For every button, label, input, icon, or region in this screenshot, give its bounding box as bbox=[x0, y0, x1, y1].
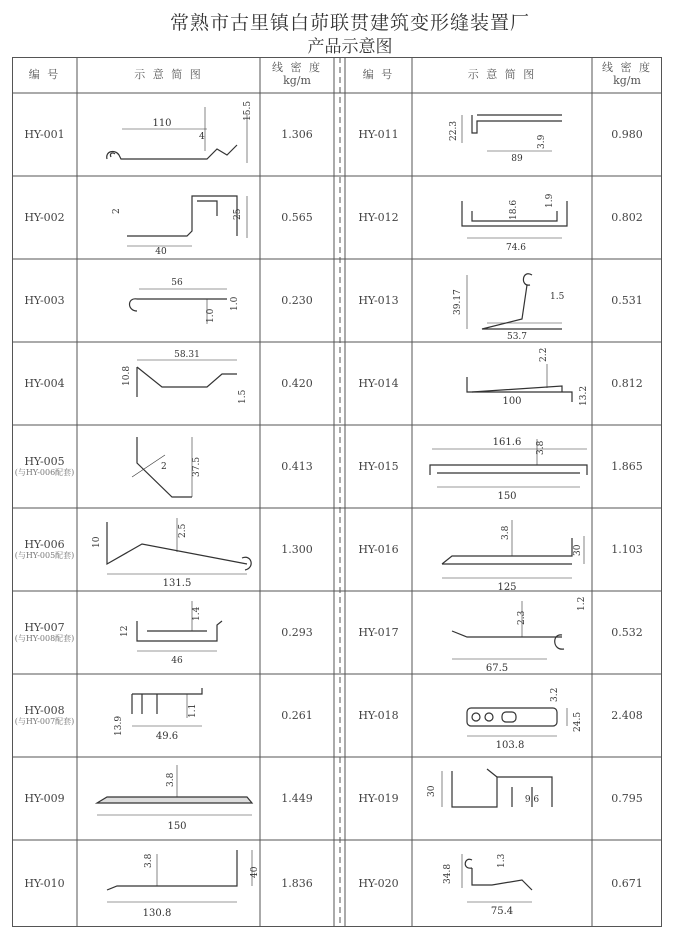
dim-label: 1.4 bbox=[192, 606, 202, 621]
density-cell: 1.103 bbox=[611, 542, 643, 556]
profile-drawing bbox=[412, 674, 592, 757]
profile-drawing bbox=[77, 840, 260, 927]
header-code-right: 编 号 bbox=[362, 67, 395, 81]
code-cell: HY-018 bbox=[358, 708, 399, 722]
dim-label: 4 bbox=[199, 132, 205, 142]
density-cell: 0.531 bbox=[611, 293, 643, 307]
code-cell: HY-020 bbox=[358, 876, 399, 890]
dim-label: 3.8 bbox=[536, 440, 546, 455]
dim-label: 2.3 bbox=[517, 610, 527, 625]
dim-label: 1.0 bbox=[230, 296, 240, 311]
code-note: (与HY-007配套) bbox=[14, 717, 75, 727]
dim-label: 3.8 bbox=[166, 772, 176, 787]
dim-label: 53.7 bbox=[506, 332, 528, 342]
code-cell: HY-013 bbox=[358, 293, 399, 307]
density-cell: 1.449 bbox=[281, 791, 313, 805]
dim-label: 75.4 bbox=[490, 906, 514, 917]
dim-label: 13.9 bbox=[114, 715, 124, 736]
dim-label: 103.8 bbox=[495, 740, 525, 751]
header-density-unit: kg/m bbox=[283, 74, 311, 87]
code-cell: HY-004 bbox=[24, 376, 65, 390]
dim-label: 1.0 bbox=[206, 308, 216, 323]
code-note: (与HY-005配套) bbox=[14, 551, 75, 561]
dim-label: 2 bbox=[161, 462, 167, 472]
dim-label: 67.5 bbox=[485, 663, 509, 674]
profile-drawing bbox=[412, 508, 592, 591]
code-cell: HY-016 bbox=[358, 542, 399, 556]
dim-label: 22.3 bbox=[449, 120, 459, 141]
dim-label: 10 bbox=[92, 536, 102, 548]
profile-drawing bbox=[77, 176, 260, 259]
profile-drawing bbox=[412, 425, 592, 508]
profile-drawing bbox=[77, 508, 260, 591]
dim-label: 100 bbox=[502, 396, 522, 407]
dim-label: 25 bbox=[233, 208, 243, 220]
header-drawing-right: 示 意 简 图 bbox=[467, 67, 537, 81]
code-cell: HY-015 bbox=[358, 459, 399, 473]
code-cell: HY-001 bbox=[24, 127, 65, 141]
profile-drawing bbox=[77, 342, 260, 425]
profile-drawing bbox=[412, 591, 592, 674]
dim-label: 150 bbox=[497, 491, 517, 502]
header-density-label: 线 密 度 bbox=[602, 61, 652, 75]
code-cell: HY-009 bbox=[24, 791, 65, 805]
code-cell bbox=[12, 591, 77, 674]
dim-label: 40 bbox=[250, 866, 260, 878]
dim-label: 1.1 bbox=[188, 703, 198, 718]
code-cell: HY-002 bbox=[24, 210, 65, 224]
dim-label: 110 bbox=[152, 118, 172, 129]
density-cell: 0.812 bbox=[611, 376, 643, 390]
density-cell: 1.300 bbox=[281, 542, 313, 556]
dim-label: 9.6 bbox=[524, 795, 540, 805]
code-cell bbox=[12, 508, 77, 591]
profile-drawing bbox=[412, 840, 592, 927]
code-label: HY-006 bbox=[24, 537, 65, 551]
dim-label: 125 bbox=[497, 582, 517, 591]
code-cell: HY-019 bbox=[358, 791, 399, 805]
code-label: HY-005 bbox=[24, 454, 65, 468]
dim-label: 1.2 bbox=[577, 596, 587, 611]
density-cell: 1.836 bbox=[281, 876, 313, 890]
profile-drawing bbox=[412, 176, 592, 259]
header-density-right bbox=[592, 57, 662, 93]
code-note: (与HY-008配套) bbox=[14, 634, 75, 644]
dim-label: 56 bbox=[171, 278, 183, 288]
dim-label: 3.2 bbox=[550, 687, 560, 702]
header-density-unit: kg/m bbox=[613, 74, 641, 87]
header-density-left bbox=[260, 57, 334, 93]
dim-label: 24.5 bbox=[573, 711, 583, 732]
density-cell: 0.980 bbox=[611, 127, 643, 141]
dim-label: 89 bbox=[511, 154, 523, 164]
dim-label: 39.17 bbox=[453, 289, 463, 315]
dim-label: 2.5 bbox=[178, 523, 188, 538]
code-cell: HY-014 bbox=[358, 376, 399, 390]
header-code-left: 编 号 bbox=[28, 67, 61, 81]
header-drawing-left: 示 意 简 图 bbox=[134, 67, 203, 81]
code-label: HY-008 bbox=[24, 703, 65, 717]
dim-label: 46 bbox=[171, 656, 183, 666]
density-cell: 0.802 bbox=[611, 210, 643, 224]
profile-drawing bbox=[412, 259, 592, 342]
profile-drawing bbox=[412, 342, 592, 425]
dim-label: 2 bbox=[112, 208, 122, 214]
dim-label: 2.2 bbox=[539, 347, 549, 362]
dim-label: 1.9 bbox=[545, 193, 555, 208]
density-cell: 0.671 bbox=[611, 876, 643, 890]
density-cell: 0.795 bbox=[611, 791, 643, 805]
code-cell: HY-010 bbox=[24, 876, 65, 890]
dim-label: 18.6 bbox=[509, 199, 519, 220]
page-title: 常熟市古里镇白茆联贯建筑变形缝装置厂 bbox=[169, 12, 530, 34]
header-density-label: 线 密 度 bbox=[272, 61, 322, 75]
code-cell: HY-017 bbox=[358, 625, 399, 639]
code-cell bbox=[12, 425, 77, 508]
profile-drawing bbox=[77, 259, 260, 342]
dim-label: 13.2 bbox=[579, 385, 589, 406]
dim-label: 10.8 bbox=[122, 365, 132, 386]
dim-label: 34.8 bbox=[443, 863, 453, 884]
profile-drawing bbox=[412, 757, 592, 840]
density-cell: 2.408 bbox=[611, 708, 643, 722]
density-cell: 0.261 bbox=[281, 708, 313, 722]
dim-label: 1.5 bbox=[550, 292, 565, 302]
page-subtitle: 产品示意图 bbox=[307, 37, 393, 57]
profile-drawing bbox=[412, 93, 592, 176]
density-cell: 0.532 bbox=[611, 625, 643, 639]
density-cell: 0.420 bbox=[281, 376, 313, 390]
dim-label: 40 bbox=[155, 247, 167, 257]
code-label: HY-007 bbox=[24, 620, 65, 634]
product-table bbox=[12, 57, 662, 927]
code-cell: HY-012 bbox=[358, 210, 399, 224]
density-cell: 0.413 bbox=[281, 459, 313, 473]
code-cell bbox=[12, 674, 77, 757]
profile-drawing bbox=[77, 591, 260, 674]
dim-label: 3.8 bbox=[144, 853, 154, 868]
dim-label: 3.8 bbox=[501, 525, 511, 540]
dim-label: 3.9 bbox=[537, 134, 547, 149]
code-cell: HY-003 bbox=[24, 293, 65, 307]
dim-label: 12 bbox=[120, 625, 130, 637]
dim-label: 1.5 bbox=[238, 389, 248, 404]
dim-label: 30 bbox=[427, 785, 437, 797]
profile-drawing bbox=[77, 93, 260, 176]
dim-label: 1.3 bbox=[497, 853, 507, 868]
profile-drawing bbox=[77, 674, 260, 757]
dim-label: 37.5 bbox=[192, 456, 202, 477]
density-cell: 0.565 bbox=[281, 210, 313, 224]
dim-label: 131.5 bbox=[162, 578, 192, 589]
dim-label: 49.6 bbox=[155, 731, 179, 742]
dim-label: 74.6 bbox=[505, 243, 527, 253]
density-cell: 1.865 bbox=[611, 459, 643, 473]
dim-label: 58.31 bbox=[174, 350, 200, 360]
profile-drawing bbox=[77, 425, 260, 508]
density-cell: 0.293 bbox=[281, 625, 313, 639]
profile-drawing bbox=[77, 757, 260, 840]
dim-label: 30 bbox=[573, 544, 583, 556]
dim-label: 130.8 bbox=[142, 908, 172, 919]
dim-label: 15.5 bbox=[243, 100, 253, 121]
dim-label: 150 bbox=[167, 821, 187, 832]
density-cell: 0.230 bbox=[281, 293, 313, 307]
dim-label: 161.6 bbox=[492, 437, 522, 448]
density-cell: 1.306 bbox=[281, 127, 313, 141]
code-cell: HY-011 bbox=[358, 127, 399, 141]
code-note: (与HY-006配套) bbox=[14, 468, 75, 478]
